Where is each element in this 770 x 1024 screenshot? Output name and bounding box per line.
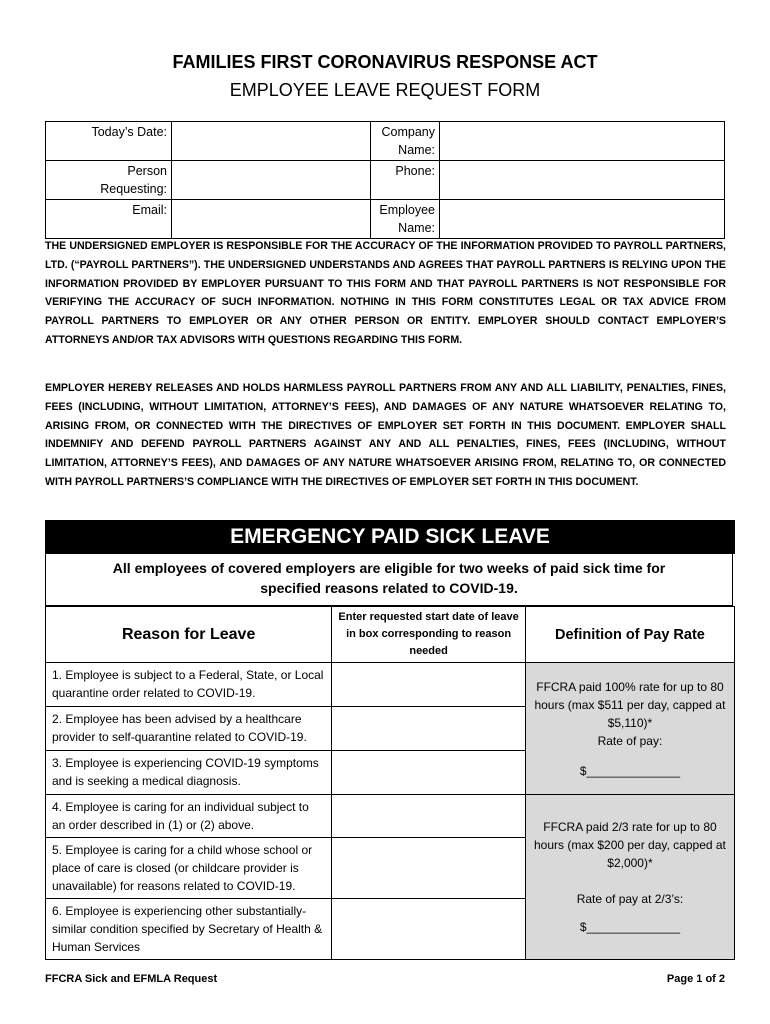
disclaimer-paragraph-2: EMPLOYER HEREBY RELEASES AND HOLDS HARMLESS PAYROLL PARTNERS FROM ANY AND ALL LIABILITY, PENALTIES, FINES, FEES (INCLUDING, WITHOUT LIMITATION, ATTORNEY’S FEES), AND DAMAGES OF ANY NATURE WHATSOEVER RELATING TO, ARISING FROM, OR CONNECTED WITH THE DIRECTIVES OF EMPLOYER SET FORTH IN THIS DOCUMENT. EMPLOYER SHALL INDEMNIFY AND DEFEND PAYROLL PARTNERS AGAINST ANY AND ALL PENALTIES, FINES, FEES (INCLUDING, WITHOUT LIMITATION, ATTORNEY’S FEES), AND DAMAGES OF ANY NATURE WHATSOEVER ARISING FROM, RELATING TO, OR CONNECTED WITH PAYROLL PARTNERS’S COMPLIANCE WITH THE DIRECTIVES OF EMPLOYER SET FORTH IN THIS DOCUMENT. <box>45 382 726 488</box>
sick-leave-table <box>45 606 735 960</box>
reason-row: 4. Employee is caring for an individual subject to an order described in (1) or (2) above. <box>46 795 332 838</box>
company-name-label: Company Name: <box>371 122 440 161</box>
reason-row: 5. Employee is caring for a child whose school or place of care is closed (or childcare provider is unavailable) for reasons related to COVID-19. <box>46 838 332 899</box>
start-date-input[interactable] <box>332 899 526 960</box>
reason-row: 1. Employee is subject to a Federal, State, or Local quarantine order related to COVID-19. <box>46 663 332 707</box>
pay-rate-column-header: Definition of Pay Rate <box>525 607 734 663</box>
full-pay-rate-cell: FFCRA paid 100% rate for up to 80 hours (max $511 per day, capped at $5,110)* Rate of pay: $______________ <box>525 663 734 795</box>
phone-field[interactable] <box>440 161 725 200</box>
start-date-input[interactable] <box>332 707 526 751</box>
phone-label: Phone: <box>371 161 440 200</box>
form-subtitle: EMPLOYEE LEAVE REQUEST FORM <box>229 80 541 100</box>
employee-name-label: Employee Name: <box>371 200 440 239</box>
reason-row: 2. Employee has been advised by a healthcare provider to self-quarantine related to COVID-19. <box>46 707 332 751</box>
todays-date-field[interactable] <box>172 122 371 161</box>
section-subheading: All employees of covered employers are eligible for two weeks of paid sick time for specified reasons related to COVID-19. <box>45 554 733 606</box>
start-date-input[interactable] <box>332 751 526 795</box>
start-date-input[interactable] <box>332 663 526 707</box>
employee-name-field[interactable] <box>440 200 725 239</box>
start-date-input[interactable] <box>332 795 526 838</box>
email-label: Email: <box>46 200 172 239</box>
partial-pay-rate-cell: FFCRA paid 2/3 rate for up to 80 hours (max $200 per day, capped at $2,000)* Rate of pay at 2/3’s: $______________ <box>525 795 734 960</box>
start-date-input[interactable] <box>332 838 526 899</box>
disclaimer-paragraph-1: THE UNDERSIGNED EMPLOYER IS RESPONSIBLE FOR THE ACCURACY OF THE INFORMATION PROVIDED TO PAYROLL PARTNERS, LTD. (“PAYROLL PARTNERS”). THE UNDERSIGNED UNDERSTANDS AND AGREES THAT PAYROLL PARTNERS IS RELYING UPON THE INFORMATION PROVIDED BY EMPLOYER PURSUANT TO THIS FORM AND THAT PAYROLL PARTNERS IS NOT RESPONSIBLE FOR VERIFYING THE ACCURACY OF SUCH INFORMATION. NOTHING IN THIS FORM CONSTITUTES LEGAL OR TAX ADVICE FROM PAYROLL PARTNERS TO EMPLOYER OR ANY OTHER PERSON OR ENTITY. EMPLOYER SHOULD CONTACT EMPLOYER’S ATTORNEYS AND/OR TAX ADVISORS WITH QUESTIONS REGARDING THIS FORM. <box>45 240 726 346</box>
reason-column-header: Reason for Leave <box>46 607 332 663</box>
reason-row: 6. Employee is experiencing other substantially-similar condition specified by Secretary of Health & Human Services <box>46 899 332 960</box>
company-name-field[interactable] <box>440 122 725 161</box>
email-field[interactable] <box>172 200 371 239</box>
footer-form-name: FFCRA Sick and EFMLA Request <box>45 973 218 985</box>
date-column-header: Enter requested start date of leave in box corresponding to reason needed <box>332 607 526 663</box>
employee-info-table <box>45 121 725 239</box>
person-requesting-label: Person Requesting: <box>46 161 172 200</box>
section-title: EMERGENCY PAID SICK LEAVE <box>45 520 735 554</box>
todays-date-label: Today’s Date: <box>46 122 172 161</box>
reason-row: 3. Employee is experiencing COVID-19 symptoms and is seeking a medical diagnosis. <box>46 751 332 795</box>
form-title: FAMILIES FIRST CORONAVIRUS RESPONSE ACT <box>172 52 598 72</box>
person-requesting-field[interactable] <box>172 161 371 200</box>
footer-page-number: Page 1 of 2 <box>666 973 725 985</box>
